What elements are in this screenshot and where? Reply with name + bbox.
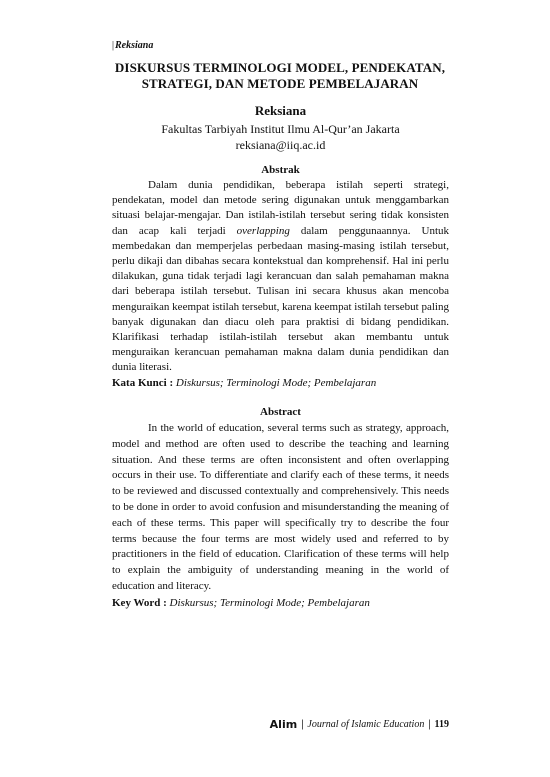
title-line-2: STRATEGI, DAN METODE PEMBELAJARAN (141, 76, 419, 91)
page-number: 119 (434, 719, 449, 730)
page-footer (270, 718, 449, 731)
running-head (112, 40, 153, 51)
kata-kunci-label: Kata Kunci : (112, 377, 174, 389)
kata-kunci-value: Diskursus; Terminologi Mode; Pembelajaran (175, 377, 377, 389)
author-email: reksiana@iiq.ac.id (235, 138, 326, 152)
journal-logo: Alim (269, 718, 298, 731)
abstrak-text-part-1: Dalam dunia pendidikan, beberapa istilah seperti strategi, pendekatan, model dan metode sering digunakan untuk menggambarkan situasi belajar-mengajar. Dan istilah-istilah tersebut sering tidak konsisten dan acap kali terjadi (112, 179, 449, 237)
abstrak-text-part-2: dalam penggunaannya. Untuk membedakan dan memperjelas perbedaan masing-masing istilah tersebut, perlu dikaji dan dibahas secara kontekstual dan komprehensif. Hal ini perlu dilakukan, guna tidak terjadi lagi kerancuan dan salah pemahaman makna dari beberapa istilah tersebut. Tulisan ini secara khusus akan mencoba menguraikan keempat istilah tersebut, karena keempat istilah tersebut paling banyak digunakan dan diacu oleh para praktisi di bidang pendidikan. Klarifikasi terhadap istilah-istilah tersebut akan membantu untuk menguraikan kerancuan pemahaman makna dalam dunia pendidikan dan dunia literasi. (112, 224, 450, 374)
kata-kunci (112, 377, 449, 389)
title-line-1: DISKURSUS TERMINOLOGI MODEL, PENDEKATAN, (114, 60, 446, 75)
abstract-text: In the world of education, several terms such as strategy, approach, model and method are often used to describe the teaching and learning situation. And these terms are often inconsistent and often overlapping occurs in their use. To differentiate and clarify each of these terms, it needs to be reviewed and discussed contextually and comprehensively. This needs to be done in order to avoid confusion and misunderstanding the meaning of each of these terms. This paper will specifically try to describe the four terms because the four terms are most widely used and referred to by practitioners in the field of education. Clarification of these terms will help to explain the ambiguity of understanding meaning in the world of education and literacy. (112, 422, 449, 592)
paper-title (100, 60, 460, 92)
author-name: Reksiana (254, 103, 307, 118)
running-head-bar: | (112, 40, 115, 51)
abstrak-heading: Abstrak (261, 164, 300, 176)
author-affiliation-block (112, 121, 449, 153)
abstract-body (112, 421, 449, 595)
abstrak-body (112, 178, 449, 376)
footer-separator-2: | (428, 719, 431, 730)
key-word-value: Diskursus; Terminologi Mode; Pembelajaran (169, 597, 370, 609)
author-affiliation: Fakultas Tarbiyah Institut Ilmu Al-Qur’an Jakarta (161, 122, 400, 136)
abstract-heading: Abstract (260, 406, 301, 418)
key-word-label: Key Word : (112, 597, 167, 609)
journal-name: Journal of Islamic Education (307, 719, 425, 730)
abstrak-emphasis: overlapping (236, 224, 290, 237)
footer-separator: | (301, 719, 304, 730)
running-head-text: Reksiana (115, 40, 154, 51)
key-word (112, 597, 449, 609)
